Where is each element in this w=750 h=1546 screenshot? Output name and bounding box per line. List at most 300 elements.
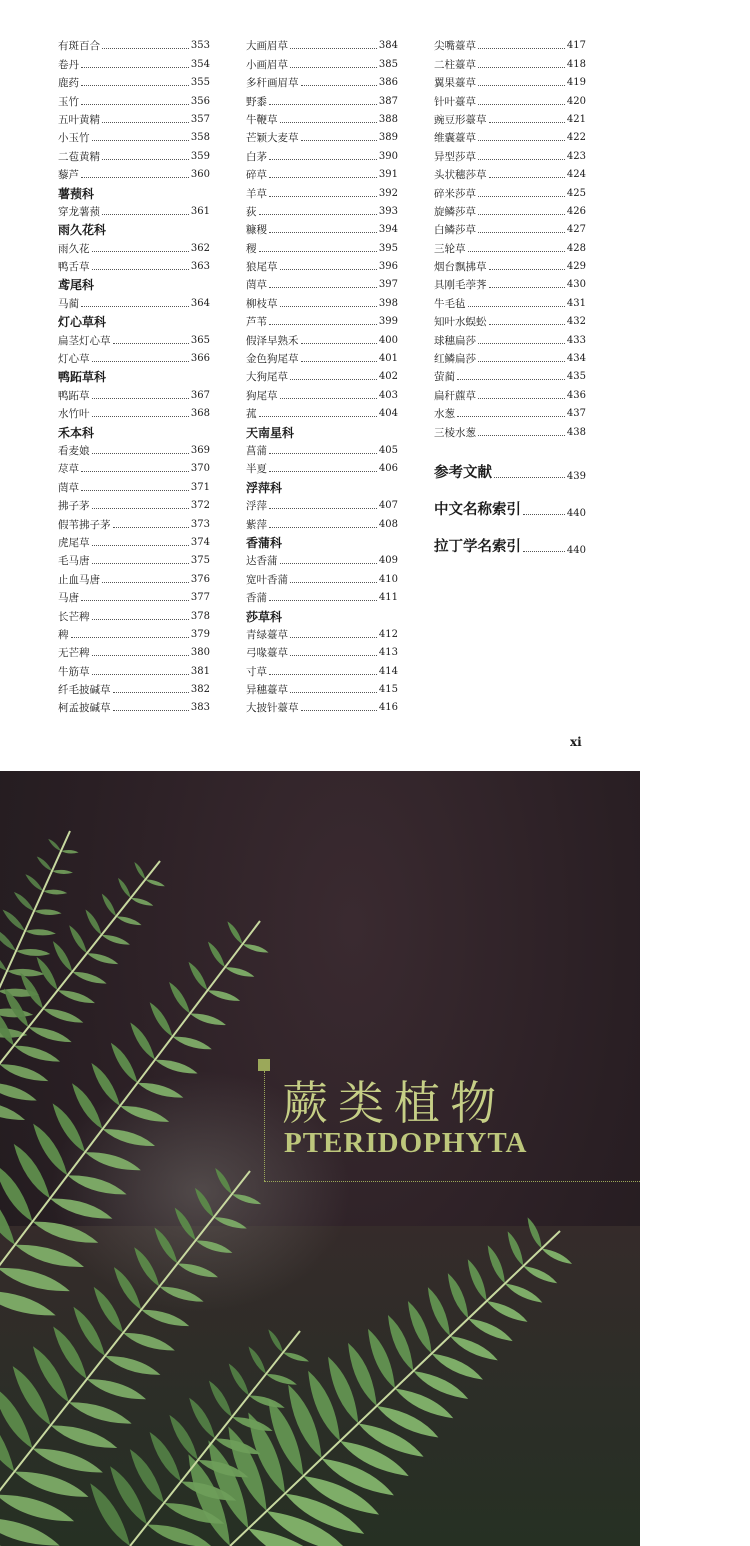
page-ref: 381 (190, 665, 210, 677)
species-name: 大披针薹草 (246, 702, 299, 715)
page-ref: 359 (190, 150, 210, 162)
species-name: 豌豆形薹草 (434, 113, 487, 126)
toc-reference-entry (434, 495, 586, 519)
toc-entry (246, 512, 398, 530)
page-ref: 433 (566, 334, 586, 346)
species-name: 荩草 (58, 463, 79, 476)
leader-dots (489, 122, 565, 123)
reference-title: 参考文献 (434, 464, 492, 481)
species-name: 野黍 (246, 95, 267, 108)
leader-dots (81, 104, 189, 105)
species-name: 菵草 (58, 481, 79, 494)
toc-entry (434, 218, 586, 236)
leader-dots (290, 637, 377, 638)
species-name: 糠稷 (246, 224, 267, 237)
toc-entry (246, 200, 398, 218)
toc-entry (246, 623, 398, 641)
species-name: 狗尾草 (246, 389, 278, 402)
toc-entry (58, 291, 210, 309)
leader-dots (269, 453, 377, 454)
leader-dots (478, 196, 565, 197)
page-ref: 424 (566, 169, 586, 181)
species-name: 宽叶香蒲 (246, 573, 288, 586)
toc-entry (434, 273, 586, 291)
toc-column-2 (246, 34, 398, 714)
toc-entry (246, 291, 398, 309)
toc-entry (434, 181, 586, 199)
species-name: 柯孟披碱草 (58, 702, 111, 715)
toc-column-1 (58, 34, 210, 714)
leader-dots (92, 545, 189, 546)
leader-dots (113, 692, 189, 693)
leader-dots (81, 306, 189, 307)
toc-entry (246, 163, 398, 181)
leader-dots (478, 140, 565, 141)
toc-entry (58, 347, 210, 365)
toc-entry (434, 420, 586, 438)
page-ref: 365 (190, 334, 210, 346)
page-ref: 369 (190, 444, 210, 456)
species-name: 寸草 (246, 665, 267, 678)
species-name: 止血马唐 (58, 573, 100, 586)
toc-entry (246, 678, 398, 696)
toc-entry (434, 34, 586, 52)
page-ref: 382 (190, 684, 210, 696)
species-name: 稷 (246, 242, 257, 255)
page-ref: 437 (566, 408, 586, 420)
page-ref: 405 (378, 444, 398, 456)
toc-entry (58, 641, 210, 659)
page-ref: 380 (190, 647, 210, 659)
toc-family-heading (246, 420, 398, 438)
species-name: 长芒稗 (58, 610, 90, 623)
toc-family-heading (58, 181, 210, 199)
species-name: 具刚毛荸荠 (434, 279, 487, 292)
toc-entry (246, 218, 398, 236)
toc-entry (434, 200, 586, 218)
toc-entry (246, 383, 398, 401)
species-name: 马唐 (58, 592, 79, 605)
leader-dots (468, 306, 565, 307)
toc-entry (58, 586, 210, 604)
page-ref: 406 (378, 463, 398, 475)
toc-entry (58, 71, 210, 89)
species-name: 大狗尾草 (246, 371, 288, 384)
leader-dots (269, 674, 377, 675)
page-ref: 399 (378, 316, 398, 328)
toc-entry (58, 89, 210, 107)
page-ref: 387 (378, 95, 398, 107)
species-name: 三轮草 (434, 242, 466, 255)
leader-dots (102, 122, 189, 123)
toc-entry (58, 34, 210, 52)
toc-entry (58, 328, 210, 346)
leader-dots (92, 655, 189, 656)
toc-entry (58, 52, 210, 70)
page-ref: 401 (378, 353, 398, 365)
page-ref: 409 (378, 555, 398, 567)
species-name: 拂子茅 (58, 500, 90, 513)
species-name: 烟台飘拂草 (434, 261, 487, 274)
species-name: 狼尾草 (246, 261, 278, 274)
species-name: 柳枝草 (246, 297, 278, 310)
toc-reference-entry (434, 532, 586, 556)
toc-entry (58, 163, 210, 181)
leader-dots (301, 140, 377, 141)
page-ref: 413 (378, 647, 398, 659)
toc-entry (246, 696, 398, 714)
species-name: 芒颖大麦草 (246, 132, 299, 145)
leader-dots (81, 471, 189, 472)
species-name: 荻 (246, 205, 257, 218)
page-ref: 436 (566, 389, 586, 401)
species-name: 萤蔺 (434, 371, 455, 384)
species-name: 水葱 (434, 408, 455, 421)
leader-dots (280, 398, 377, 399)
page-ref: 370 (190, 463, 210, 475)
leader-dots (81, 490, 189, 491)
page-ref: 373 (190, 518, 210, 530)
leader-dots (269, 104, 377, 105)
species-name: 碎米莎草 (434, 187, 476, 200)
toc-entry (246, 457, 398, 475)
page-ref: 416 (378, 702, 398, 714)
page-ref: 411 (378, 592, 398, 604)
toc-entry (246, 402, 398, 420)
toc-entry (246, 71, 398, 89)
page-ref: 395 (378, 242, 398, 254)
species-name: 球穗扁莎 (434, 334, 476, 347)
species-name: 鸭跖草 (58, 389, 90, 402)
leader-dots (478, 435, 565, 436)
page-ref: 429 (566, 261, 586, 273)
toc-entry (58, 108, 210, 126)
leader-dots (269, 159, 377, 160)
species-name: 异型莎草 (434, 150, 476, 163)
species-name: 知叶水蜈蚣 (434, 316, 487, 329)
leader-dots (81, 177, 189, 178)
toc-entry (58, 604, 210, 622)
species-name: 牛鞭草 (246, 113, 278, 126)
page-ref: 374 (190, 536, 210, 548)
toc-entry (434, 126, 586, 144)
species-name: 芦苇 (246, 316, 267, 329)
leader-dots (523, 514, 565, 515)
page-ref: 426 (566, 205, 586, 217)
leader-dots (478, 48, 565, 49)
leader-dots (478, 67, 565, 68)
page-ref: 385 (378, 58, 398, 70)
species-name: 金色狗尾草 (246, 353, 299, 366)
toc-entry (58, 402, 210, 420)
toc-entry (246, 181, 398, 199)
toc-entry (58, 678, 210, 696)
species-name: 看麦娘 (58, 444, 90, 457)
species-name: 白茅 (246, 150, 267, 163)
toc-entry (246, 236, 398, 254)
species-name: 牛筋草 (58, 665, 90, 678)
species-name: 毛马唐 (58, 555, 90, 568)
family-name: 浮萍科 (246, 480, 283, 495)
toc-entry (58, 512, 210, 530)
reference-title: 中文名称索引 (434, 501, 521, 518)
species-name: 二柱薹草 (434, 58, 476, 71)
species-name: 青绿薹草 (246, 628, 288, 641)
species-name: 小玉竹 (58, 132, 90, 145)
leader-dots (102, 214, 189, 215)
species-name: 多秆画眉草 (246, 77, 299, 90)
toc-family-heading (246, 604, 398, 622)
toc-entry (58, 531, 210, 549)
toc-entry (246, 567, 398, 585)
species-name: 假泽早熟禾 (246, 334, 299, 347)
species-name: 三棱水葱 (434, 426, 476, 439)
leader-dots (81, 67, 189, 68)
species-name: 有斑百合 (58, 40, 100, 53)
leader-dots (92, 140, 189, 141)
leader-dots (468, 251, 565, 252)
toc-entry (246, 549, 398, 567)
page-ref: 407 (378, 500, 398, 512)
toc-entry (246, 126, 398, 144)
toc-family-heading (58, 420, 210, 438)
species-name: 水竹叶 (58, 408, 90, 421)
page-ref: 361 (190, 205, 210, 217)
toc-entry (434, 71, 586, 89)
page-ref: 355 (190, 77, 210, 89)
leader-dots (269, 177, 377, 178)
page-ref: 384 (378, 40, 398, 52)
toc-entry (434, 236, 586, 254)
page-ref: 420 (566, 95, 586, 107)
toc-entry (434, 108, 586, 126)
page-ref: 391 (378, 169, 398, 181)
title-vertical-rule (264, 1071, 266, 1181)
leader-dots (92, 251, 189, 252)
page-ref: 379 (190, 628, 210, 640)
toc-entry (434, 89, 586, 107)
page-ref: 428 (566, 242, 586, 254)
leader-dots (457, 379, 565, 380)
family-name: 天南星科 (246, 425, 295, 440)
page-ref: 404 (378, 408, 398, 420)
leader-dots (301, 361, 377, 362)
toc-family-heading (58, 273, 210, 291)
page-ref: 402 (378, 371, 398, 383)
toc-entry (434, 144, 586, 162)
toc-entry (58, 200, 210, 218)
family-name: 香蒲科 (246, 535, 283, 550)
species-name: 香蒲 (246, 592, 267, 605)
page-ref: 367 (190, 389, 210, 401)
species-name: 卷丹 (58, 58, 79, 71)
page-ref: 414 (378, 665, 398, 677)
toc-family-heading (246, 531, 398, 549)
leader-dots (269, 287, 377, 288)
leader-dots (280, 306, 377, 307)
page-ref: 364 (190, 297, 210, 309)
page-ref: 358 (190, 132, 210, 144)
page-ref: 383 (190, 702, 210, 714)
page-ref: 390 (378, 150, 398, 162)
leader-dots (523, 551, 565, 552)
toc-entry (58, 236, 210, 254)
species-name: 无芒稗 (58, 647, 90, 660)
leader-dots (102, 582, 189, 583)
page-ref: 392 (378, 187, 398, 199)
page-ref: 438 (566, 426, 586, 438)
leader-dots (478, 232, 565, 233)
leader-dots (489, 177, 565, 178)
toc-entry (246, 659, 398, 677)
leader-dots (269, 324, 377, 325)
toc-entry (434, 365, 586, 383)
toc-entry (434, 52, 586, 70)
page-ref: 422 (566, 132, 586, 144)
leader-dots (290, 655, 377, 656)
page-ref: 389 (378, 132, 398, 144)
toc-entry (246, 328, 398, 346)
leader-dots (269, 196, 377, 197)
species-name: 碎草 (246, 169, 267, 182)
species-name: 二苞黄精 (58, 150, 100, 163)
page-ref: 360 (190, 169, 210, 181)
leader-dots (478, 159, 565, 160)
leader-dots (92, 361, 189, 362)
toc-entry (246, 273, 398, 291)
species-name: 假苇拂子茅 (58, 518, 111, 531)
species-name: 半夏 (246, 463, 267, 476)
species-name: 达香蒲 (246, 555, 278, 568)
leader-dots (269, 471, 377, 472)
page-ref: 434 (566, 353, 586, 365)
leader-dots (489, 287, 565, 288)
page-ref: 435 (566, 371, 586, 383)
family-name: 鸢尾科 (58, 278, 95, 293)
toc-entry (246, 52, 398, 70)
page-ref: 376 (190, 573, 210, 585)
page-ref: 421 (566, 113, 586, 125)
leader-dots (113, 343, 189, 344)
toc-entry (58, 255, 210, 273)
toc-entry (246, 365, 398, 383)
family-name: 莎草科 (246, 609, 283, 624)
toc-entry (434, 310, 586, 328)
page-ref: 378 (190, 610, 210, 622)
toc-family-heading (58, 365, 210, 383)
page-ref: 427 (566, 224, 586, 236)
toc-entry (58, 126, 210, 144)
family-name: 薯蓣科 (58, 186, 95, 201)
page-ref: 400 (378, 334, 398, 346)
cover-title-chinese: 蕨类植物 (282, 1076, 506, 1130)
page-ref: 408 (378, 518, 398, 530)
species-name: 异穗薹草 (246, 684, 288, 697)
leader-dots (92, 508, 189, 509)
leader-dots (478, 104, 565, 105)
toc-family-heading (58, 218, 210, 236)
page-ref: 417 (566, 40, 586, 52)
family-name: 雨久花科 (58, 223, 107, 238)
species-name: 白鳞莎草 (434, 224, 476, 237)
page-ref: 368 (190, 408, 210, 420)
toc-entry (246, 108, 398, 126)
toc-reference-entry (434, 458, 586, 482)
page-ref: 372 (190, 500, 210, 512)
page-ref: 431 (566, 297, 586, 309)
page-ref: 353 (190, 40, 210, 52)
toc-entry (434, 255, 586, 273)
toc-entry (58, 549, 210, 567)
toc-entry (58, 144, 210, 162)
toc-entry (434, 383, 586, 401)
leader-dots (259, 214, 377, 215)
toc-entry (246, 347, 398, 365)
species-name: 针叶薹草 (434, 95, 476, 108)
leader-dots (81, 600, 189, 601)
page-ref: 393 (378, 205, 398, 217)
page-ref: 410 (378, 573, 398, 585)
toc-entry (58, 457, 210, 475)
leader-dots (301, 85, 377, 86)
toc-entry (246, 439, 398, 457)
species-name: 稗 (58, 628, 69, 641)
species-name: 纤毛披碱草 (58, 684, 111, 697)
leader-dots (478, 214, 565, 215)
species-name: 红鳞扁莎 (434, 353, 476, 366)
species-name: 牛毛毡 (434, 297, 466, 310)
leader-dots (494, 477, 565, 478)
species-name: 弓喙薹草 (246, 647, 288, 660)
page-ref: 432 (566, 316, 586, 328)
leader-dots (290, 48, 377, 49)
leader-dots (478, 398, 565, 399)
leader-dots (81, 85, 189, 86)
species-name: 鸭舌草 (58, 261, 90, 274)
toc-family-heading (246, 475, 398, 493)
page-number: xi (570, 735, 582, 749)
page-ref: 366 (190, 353, 210, 365)
page-ref: 418 (566, 58, 586, 70)
toc-entry (58, 567, 210, 585)
page-ref: 419 (566, 77, 586, 89)
leader-dots (489, 269, 565, 270)
leader-dots (290, 582, 377, 583)
leader-dots (113, 527, 189, 528)
species-name: 虎尾草 (58, 536, 90, 549)
toc-entry (58, 659, 210, 677)
toc-entry (246, 641, 398, 659)
toc-references (434, 458, 586, 569)
toc-entry (246, 34, 398, 52)
toc-column-3 (434, 34, 586, 439)
page-ref: 412 (378, 628, 398, 640)
leader-dots (457, 416, 565, 417)
leader-dots (290, 692, 377, 693)
title-horizontal-rule (264, 1181, 640, 1183)
leader-dots (113, 710, 189, 711)
species-name: 维囊薹草 (434, 132, 476, 145)
leader-dots (92, 674, 189, 675)
species-name: 菖蒲 (246, 444, 267, 457)
leader-dots (71, 637, 189, 638)
species-name: 浮萍 (246, 500, 267, 513)
page-ref: 403 (378, 389, 398, 401)
leader-dots (489, 324, 565, 325)
species-name: 小画眉草 (246, 58, 288, 71)
species-name: 羊草 (246, 187, 267, 200)
toc-entry (58, 696, 210, 714)
